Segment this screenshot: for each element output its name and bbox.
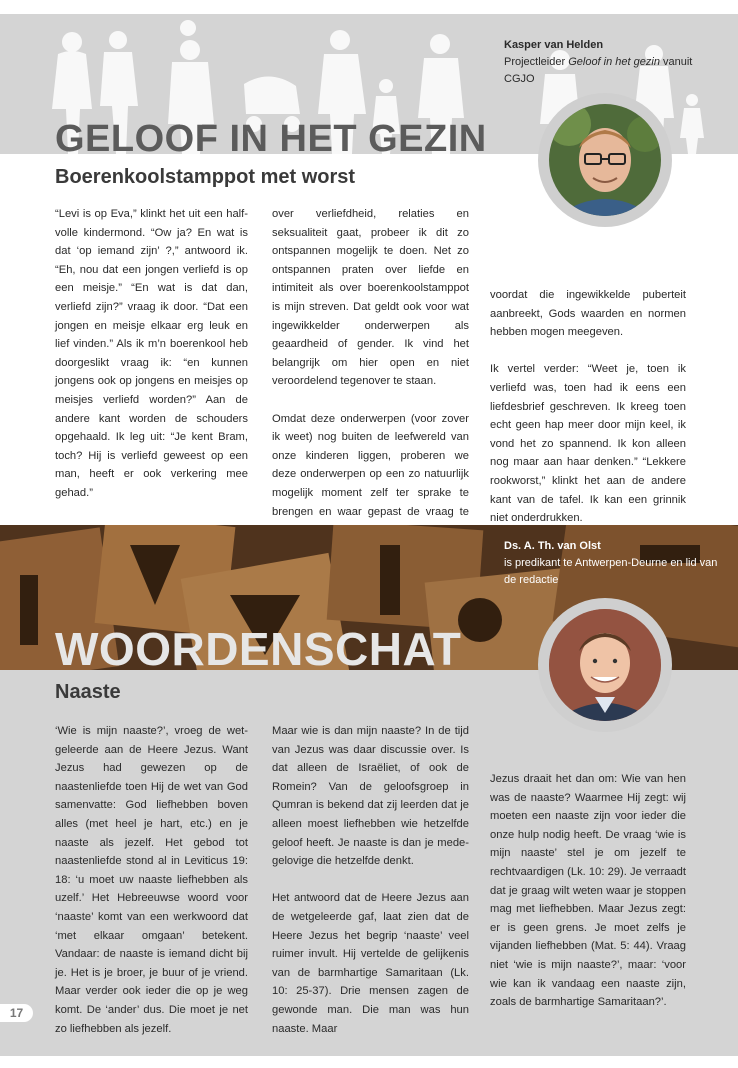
man-with-glasses-portrait	[549, 104, 661, 216]
paragraph: Omdat deze onderwerpen (voor zover ik weet) nog buiten de leefwereld van onze kinderen liggen, proberen we deze onderwerpen op een zo natuurlijk mogelijk moment zelf ter sprake te brengen en waar gepast de vraag te	[272, 412, 469, 518]
portrait-photo	[549, 609, 661, 721]
paragraph: Ik vertel verder: “Weet je, toen ik verliefd was, toen had ik eens een liefdesbrief geschreven. Ik kreeg toen echt geen hap meer door mijn keel, ik vond het zo spannend. Ik kon alleen nog maar aan haar denken.” “Lekkere rookworst,” klinkt het aan de andere kant van de tafel. Ik kan een grinnik niet onderdrukken.	[490, 363, 686, 525]
paragraph: Maar wie is dan mijn naaste? In de tijd van Jezus was daar discussie over. Is dat alleen de Israëliet, of ook de Romein? Van de geloofsgroep in Qumran is bekend dat zij leerden dat je alleen moest liefhebben wie hetzelfde geloof heeft. Je naaste is dan je mede-gelovige die hetzelfde denkt.	[272, 725, 469, 868]
author-portrait-kasper	[538, 93, 672, 227]
article1-column1	[55, 205, 248, 577]
paragraph: voordat die ingewikkelde puberteit aanbreekt, Gods waarden en normen hebben mogen meegeven.	[490, 289, 686, 339]
author-role-prefix: Projectleider	[504, 56, 569, 68]
section-title-geloof-in-het-gezin: GELOOF IN HET GEZIN	[55, 118, 487, 160]
author-role: is predikant te Antwerpen-Deurne en lid van de redactie	[504, 557, 718, 586]
author-credit-van-olst	[504, 538, 724, 589]
page-number: 17	[0, 1004, 33, 1022]
paragraph: ‘Wie is mijn naaste?’, vroeg de wet-geleerde aan de Heere Jezus. Want Jezus had gewezen op de naastenliefde toen Hij de wet van God samenvatte: God liefhebben boven alles (met heel je hart, etc.) en je naaste als jezelf. Het gebod tot naastenliefde stond al in Leviticus 19: 18: ‘u moet uw naaste liefhebben als uzelf.’ Het Hebreeuwse woord voor ‘naaste’ komt van een werkwoord dat ‘met elkaar omgaan’ betekent. Vandaar: de naaste is iemand dicht bij je. Het is je broer, je buur of je vriend. Maar verder ook ieder die op je weg komt. De ‘ander’ dus. Die moet je net zo liefhebben als jezelf.	[55, 725, 248, 1035]
article2-column1	[55, 722, 248, 1038]
article2-column3	[490, 770, 686, 1012]
author-credit-kasper	[504, 37, 724, 88]
smiling-man-portrait	[549, 609, 661, 721]
author-name: Ds. A. Th. van Olst	[504, 540, 601, 552]
author-role-suffix: vanuit CGJO	[504, 56, 693, 85]
author-name: Kasper van Helden	[504, 39, 604, 51]
paragraph: “Levi is op Eva,” klinkt het uit een half-volle kindermond. “Ow ja? En wat is dat ‘op iemand zijn’ ?,” antwoord ik. “Eh, nou dat een jongen verliefd is op een meisje.” “En wat is dat dan, verliefd zijn?” vraag ik door. “Dat een jongen en meisje elkaar erg leuk en lief vinden.” Als ik m’n boerenkool heb doorgeslikt vraag ik: “en kunnen jongens ook op jongens en meisjes op meisjes verliefd worden?” Aan de andere kant worden de schouders opgehaald. Ik leg uit: “Je kent Bram, toch? Hij is verliefd geweest op een man, heeft er ook verkering mee gehad.”	[55, 208, 248, 499]
section-subtitle: Naaste	[55, 681, 121, 703]
section-title-woordenschat: WOORDENSCHAT	[55, 623, 462, 675]
article2-column2	[272, 722, 469, 1038]
author-role-italic: Geloof in het gezin	[568, 56, 660, 68]
section-subtitle: Boerenkoolstamppot met worst	[55, 166, 356, 188]
paragraph: Jezus draait het dan om: Wie van hen was de naaste? Waarmee Hij zegt: wij moeten een naaste zijn voor ieder die onze hulp nodig heeft. De vraag ‘wie is mijn naaste’ stel je om jezelf te rechtvaardigen (Lk. 10: 29). Je verraadt dat je graag wilt weten waar je stoppen mag met liefhebben. Maar Jezus zegt: er is geen grens. Je moet zelfs je vijanden liefhebben (Mat. 5: 44). Vraag niet ‘wie is mijn naaste?’, maar: ‘voor wie kan ik vandaag een naaste zijn, zoals de barmhartige Samaritaan?’.	[490, 773, 686, 1009]
paragraph: over verliefdheid, relaties en seksualiteit gaat, probeer ik dit zo ontspannen mogelijk te doen. Net zo ontspannen praten over liefde en intimiteit als over boerenkoolstamppot is mijn streven. Dat geldt ook voor wat ingewikkelder onderwerpen als geaardheid of gender. Ik vind het belangrijk om hier open en niet veroordelend tegenover te staan.	[272, 208, 469, 388]
author-portrait-van-olst	[538, 598, 672, 732]
article1-column3	[490, 286, 686, 528]
paragraph: Het antwoord dat de Heere Jezus aan de wetgeleerde gaf, laat zien dat de Heere Jezus het begrip ‘naaste’ veel ruimer invult. Hij vertelde de gelijkenis van de barmhartige Samaritaan (Lk. 10: 25-37). Drie mensen zagen de gewonde man. Die man was hun naaste. Maar	[272, 892, 469, 1035]
portrait-photo	[549, 104, 661, 216]
article1-column2	[272, 205, 469, 558]
